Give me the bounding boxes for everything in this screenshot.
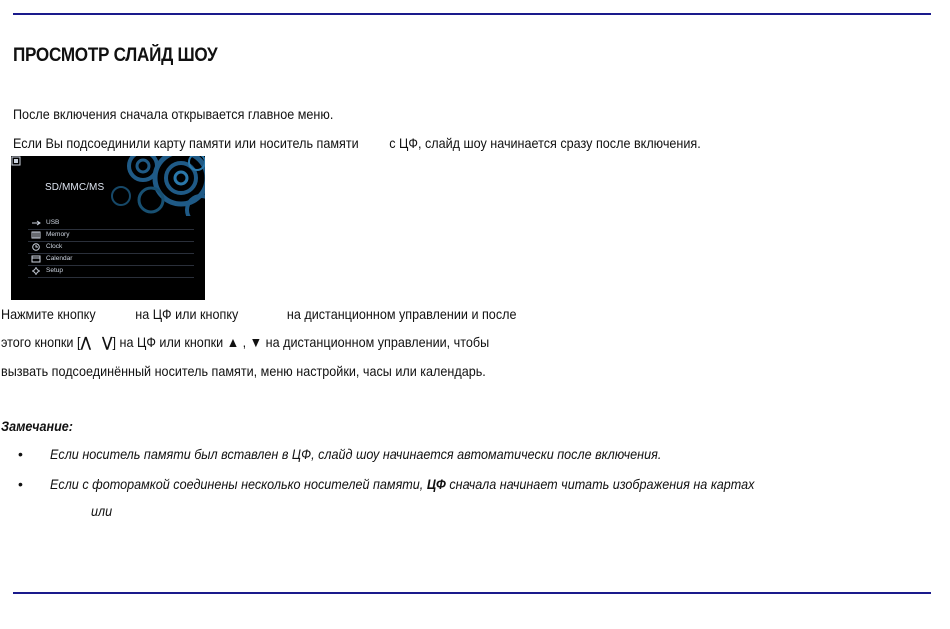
note-item-2 <box>50 476 754 492</box>
menu-item-clock <box>28 242 194 254</box>
usb-icon <box>31 219 41 227</box>
menu-item-setup <box>28 266 194 278</box>
bullet-marker: • <box>18 446 23 462</box>
body-line-2-part-b: ] на ЦФ или кнопки ▲ , ▼ на дистанционном управлении, чтобы <box>112 334 490 350</box>
note-item-2-part-b: сначала начинает читать изображения на картах <box>449 476 755 492</box>
menu-item-label: Calendar <box>46 255 73 262</box>
menu-item-label: Setup <box>46 267 63 274</box>
body-line-1-part-b: на ЦФ или кнопку <box>135 306 239 322</box>
intro-line-2-part-a: Если Вы подсоединили карту памяти или носитель памяти <box>13 135 359 151</box>
body-line-2 <box>1 334 489 351</box>
body-line-1-part-c: на дистанционном управлении и после <box>286 306 517 322</box>
calendar-icon <box>31 255 41 263</box>
memory-icon <box>31 231 41 239</box>
down-arrow-icon: ⋁ <box>101 334 113 350</box>
top-divider <box>13 13 931 15</box>
gear-icon <box>31 267 41 275</box>
menu-item-usb <box>28 218 194 230</box>
clock-icon <box>31 243 41 251</box>
intro-line-2-part-b: с ЦФ, слайд шоу начинается сразу после включения. <box>389 135 701 151</box>
note-item-2-continuation: или <box>91 503 113 519</box>
menu-item-label: Clock <box>46 243 63 250</box>
bullet-marker: • <box>18 476 23 492</box>
page-title: ПРОСМОТР СЛАЙД ШОУ <box>13 45 218 66</box>
menu-item-calendar <box>28 254 194 266</box>
menu-item-label: Memory <box>46 231 70 238</box>
note-heading: Замечание: <box>1 418 73 434</box>
bottom-divider <box>13 592 931 594</box>
note-item-2-part-a: Если с фоторамкой соединены несколько носителей памяти, <box>50 476 424 492</box>
up-arrow-icon: ⋀ <box>80 334 92 350</box>
main-menu-screenshot <box>11 156 205 300</box>
sd-card-icon <box>11 156 21 166</box>
body-line-3: вызвать подсоединённый носитель памяти, меню настройки, часы или календарь. <box>1 363 486 379</box>
intro-line-1: После включения сначала открывается главное меню. <box>13 106 334 122</box>
menu-item-memory <box>28 230 194 242</box>
note-item-2-bold: ЦФ <box>426 476 446 492</box>
menu-item-label: USB <box>46 219 60 226</box>
menu-title: SD/MMC/MS <box>45 182 105 193</box>
body-line-1-part-a: Нажмите кнопку <box>1 306 96 322</box>
body-line-2-part-a: этого кнопки [ <box>1 334 81 350</box>
intro-line-2 <box>13 135 701 151</box>
body-line-1 <box>1 306 516 322</box>
note-item-1: Если носитель памяти был вставлен в ЦФ, слайд шоу начинается автоматически после включения. <box>50 446 662 462</box>
